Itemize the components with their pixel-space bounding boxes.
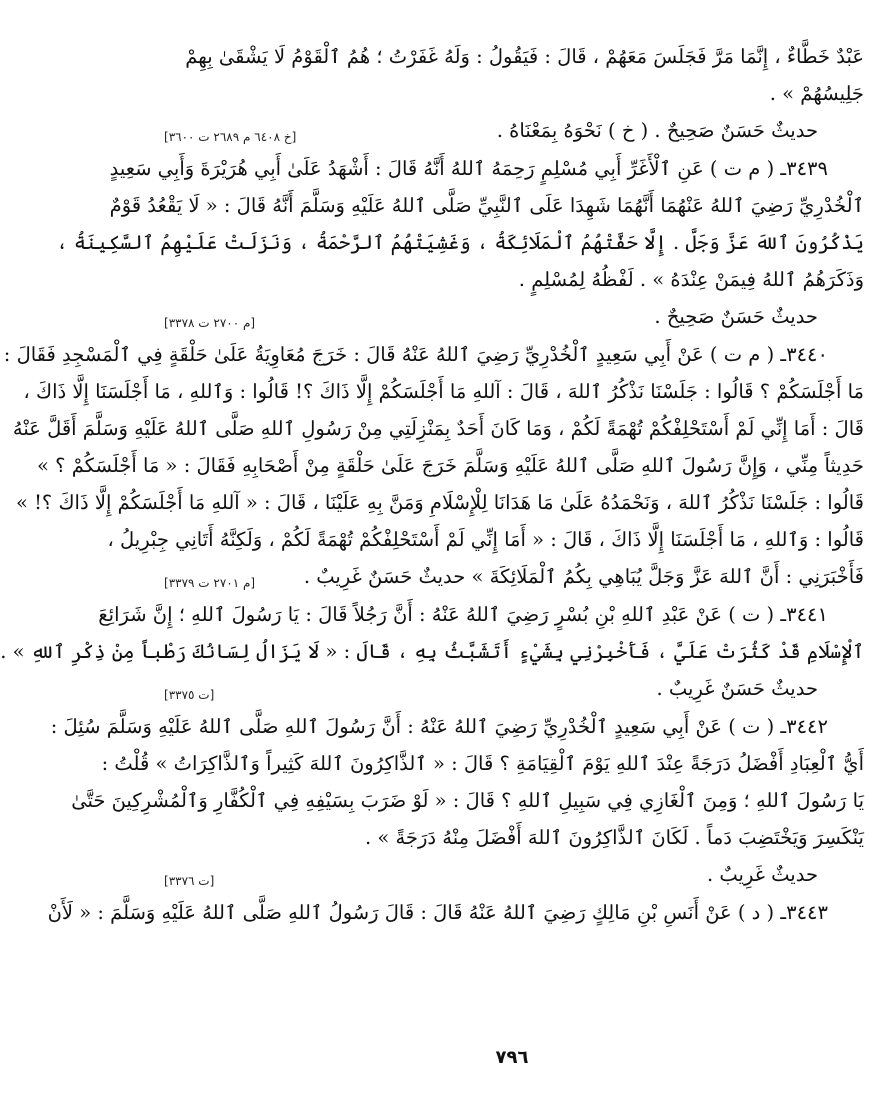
- grading-line: [160, 112, 864, 150]
- hadith-grading: حديثٌ حَسَنٌ صَحِيحٌ . ( خ ) نَحْوَهُ بِمَعْنَاهُ .: [496, 119, 818, 142]
- text-line: يَنْكَسِرَ وَيَخْتَضِبَ دَماً . لَكَانَ ٱلذَّاكِرُونَ ٱللهَ أَفْضَلَ مِنْهُ دَرَجَةً » .: [364, 826, 864, 849]
- text-line: ٱلْإِسْلَامِ قَدْ كَثُرَتْ عَلَيَّ ، فَأَخْبِرْنِي بِشَيْءٍ أَتَشَبَّثُ بِهِ ، قَالَ : « لَا يَزَالُ لِسَانُكَ رَطْباً مِنْ ذِكْرِ ٱللهِ » .: [0, 640, 864, 663]
- grading-line: [160, 670, 864, 708]
- text-line: يَا رَسُولَ ٱللهِ ؛ وَمِنَ ٱلْغَازِي فِي سَبِيلِ ٱللهِ ؟ قَالَ : « لَوْ ضَرَبَ بِسَيْفِهِ فِي ٱلْكُفَّارِ وَٱلْمُشْرِكِينَ حَتَّىٰ: [71, 789, 864, 812]
- page-text: [0, 38, 864, 931]
- source-reference: [ت ٣٣٧٦]: [164, 874, 215, 888]
- text-line: أَيُّ ٱلْعِبَادِ أَفْضَلُ دَرَجَةً عِنْدَ ٱللهِ يَوْمَ ٱلْقِيَامَةِ ؟ قَالَ : « ٱلذَّاكِرُونَ ٱللهَ كَثِيراً وَٱلذَّاكِرَاتُ » قُلْتُ :: [101, 752, 864, 775]
- text-line: حَدِيثاً مِنِّي ، وَإِنَّ رَسُولَ ٱللهِ صَلَّى ٱللهُ عَلَيْهِ وَسَلَّمَ خَرَجَ عَلَىٰ حَلْقَةٍ مِنْ أَصْحَابِهِ فَقَالَ : « مَا أَجْلَسَكُمْ ؟ »: [37, 454, 864, 477]
- text-line: جَلِيسُهُمْ » .: [769, 82, 864, 105]
- source-reference: [م ٢٧٠٠ ت ٣٣٧٨]: [164, 316, 256, 330]
- text-line: قَالُوا : وَٱللهِ ، مَا أَجْلَسَنَا إِلَّا ذَاكَ ، قَالَ : « أَمَا إِنِّي لَمْ أَسْتَحْلِفْكُمْ تُهْمَةً لَكُمْ ، وَلَكِنَّهُ أَتَانِي جِبْرِيلُ ،: [107, 528, 864, 551]
- grading-line: [160, 298, 864, 336]
- hadith-grading: حديثٌ حَسَنٌ صَحِيحٌ .: [654, 305, 818, 328]
- hadith-heading-line: ٣٤٤١ـ ( ت ) عَنْ عَبْدِ ٱللهِ بْنِ بُسْرٍ رَضِيَ ٱللهُ عَنْهُ : أَنَّ رَجُلاً قَالَ : يَا رَسُولَ ٱللهِ ؛ إِنَّ شَرَائِعَ: [98, 603, 828, 626]
- text-line: قَالَ : أَمَا إِنِّي لَمْ أَسْتَحْلِفْكُمْ تُهْمَةً لَكُمْ ، وَمَا كَانَ أَحَدٌ بِمَنْزِلَتِي مِنْ رَسُولِ ٱللهِ صَلَّى ٱللهُ عَلَيْهِ وَسَلَّمَ أَقَلَّ عَنْهُ: [12, 417, 864, 440]
- text-line: وَذَكَرَهُمُ ٱللهُ فِيمَنْ عِنْدَهُ » . لَفْظُهُ لِمُسْلِمٍ .: [518, 268, 864, 291]
- hadith-grading: حديثٌ غَرِيبٌ .: [707, 863, 818, 886]
- hadith-heading-line: ٣٤٤٢ـ ( ت ) عَنْ أَبِي سَعِيدٍ ٱلْخُدْرِيِّ رَضِيَ ٱللهُ عَنْهُ : أَنَّ رَسُولَ ٱللهِ صَلَّى ٱللهُ عَلَيْهِ وَسَلَّمَ سُئِلَ :: [50, 715, 828, 738]
- text-line: قَالُوا : جَلَسْنَا نَذْكُرُ ٱللهَ ، وَنَحْمَدُهُ عَلَىٰ مَا هَدَانَا لِلْإِسْلَامِ وَمَنَّ بِهِ عَلَيْنَا ، قَالَ : « آللهِ مَا أَجْلَسَكُمْ إِلَّا ذَاكَ ؟! »: [15, 491, 864, 514]
- hadith-grading: حديثٌ حَسَنٌ غَرِيبٌ .: [656, 677, 818, 700]
- hadith-heading-line: ٣٤٣٩ـ ( م ت ) عَنِ ٱلْأَغَرِّ أَبِي مُسْلِمٍ رَحِمَهُ ٱللهُ أَنَّهُ قَالَ : أَشْهَدُ عَلَىٰ أَبِي هُرَيْرَةَ وَأَبِي سَعِيدٍ: [109, 157, 828, 180]
- grading-line: [160, 558, 864, 596]
- hadith-grading: فَأَخْبَرَنِي : أَنَّ ٱللهَ عَزَّ وَجَلَّ يُبَاهِي بِكُمُ ٱلْمَلَائِكَةَ » حديثٌ حَسَنٌ غَرِيبٌ .: [303, 565, 864, 588]
- page-number: ٧٩٦: [495, 1047, 529, 1068]
- text-line: عَبْدٌ خَطَّاءٌ ، إِنَّمَا مَرَّ فَجَلَسَ مَعَهُمْ ، قَالَ : فَيَقُولُ : وَلَهُ غَفَرْتُ ؛ هُمُ ٱلْقَوْمُ لَا يَشْقَىٰ بِهِمْ: [185, 45, 864, 68]
- source-reference: [خ ٦٤٠٨ م ٢٦٨٩ ت ٣٦٠٠]: [164, 130, 297, 144]
- grading-line: [160, 856, 864, 894]
- source-reference: [م ٢٧٠١ ت ٣٣٧٩]: [164, 576, 256, 590]
- text-line: يَذْكُرُونَ ٱللهَ عَزَّ وَجَلَّ . إِلَّا حَفَّتْهُمُ ٱلْمَلَائِكَةُ ، وَغَشِيَتْهُمُ ٱلرَّحْمَةُ ، وَنَزَلَتْ عَلَيْهِمُ ٱلسَّكِينَةُ ،: [56, 231, 864, 254]
- source-reference: [ت ٣٣٧٥]: [164, 688, 215, 702]
- hadith-heading-line: ٣٤٤٣ـ ( د ) عَنْ أَنَسِ بْنِ مَالِكٍ رَضِيَ ٱللهُ عَنْهُ قَالَ : قَالَ رَسُولُ ٱللهِ صَلَّى ٱللهُ عَلَيْهِ وَسَلَّمَ : « لَأَنْ: [47, 901, 828, 924]
- hadith-heading-line: ٣٤٤٠ـ ( م ت ) عَنْ أَبِي سَعِيدٍ ٱلْخُدْرِيِّ رَضِيَ ٱللهُ عَنْهُ قَالَ : خَرَجَ مُعَاوِيَةُ عَلَىٰ حَلْقَةٍ فِي ٱلْمَسْجِدِ فَقَالَ :: [3, 343, 828, 366]
- text-line: مَا أَجْلَسَكُمْ ؟ قَالُوا : جَلَسْنَا نَذْكُرُ ٱللهَ ، قَالَ : آللهِ مَا أَجْلَسَكُمْ إِلَّا ذَاكَ ؟! قَالُوا : وَٱللهِ ، مَا أَجْلَسَنَا إِلَّا ذَاكَ ،: [23, 380, 864, 403]
- text-line: ٱلْخُدْرِيِّ رَضِيَ ٱللهُ عَنْهُمَا أَنَّهُمَا شَهِدَا عَلَى ٱلنَّبِيِّ صَلَّى ٱللهُ عَلَيْهِ وَسَلَّمَ أَنَّهُ قَالَ : « لَا يَقْعُدُ قَوْمٌ: [109, 194, 864, 217]
